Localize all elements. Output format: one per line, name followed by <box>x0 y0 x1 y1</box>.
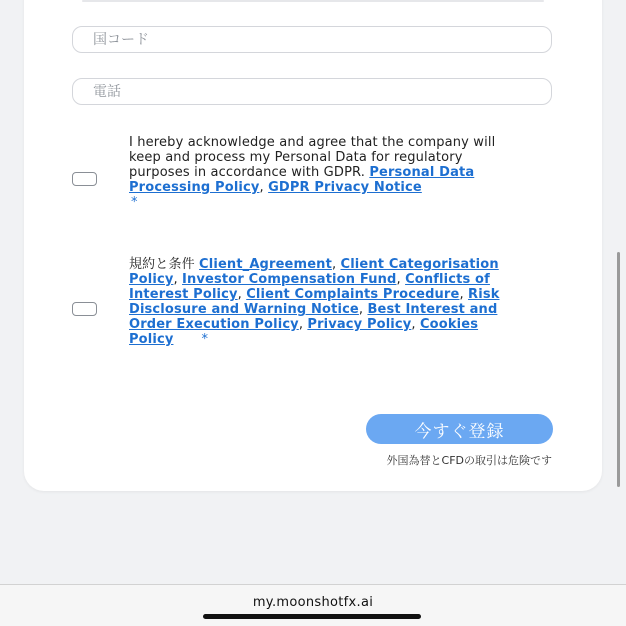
page-scrollbar[interactable] <box>617 252 620 487</box>
risk-disclosure-link[interactable]: Risk Disclosure and Warning Notice <box>129 287 500 317</box>
separator: , <box>411 317 420 332</box>
register-now-button[interactable]: 今すぐ登録 <box>366 414 553 444</box>
required-mark: * <box>201 332 209 347</box>
gdpr-consent-text <box>129 135 524 210</box>
cookies-policy-link[interactable]: Cookies Policy <box>129 317 479 347</box>
terms-prefix: 規約と条件 <box>129 257 200 272</box>
gdpr-privacy-notice-link[interactable]: GDPR Privacy Notice <box>268 180 422 195</box>
best-interest-order-execution-link[interactable]: Best Interest and Order Execution Policy <box>129 302 498 332</box>
gdpr-consent-statement: I hereby acknowledge and agree that the company will keep and process my Personal Data for regulatory purposes in accordance with GDPR. <box>129 135 496 180</box>
gdpr-consent-checkbox[interactable] <box>72 172 97 186</box>
separator: , <box>396 272 406 287</box>
terms-consent-checkbox[interactable] <box>72 302 97 316</box>
separator: , <box>331 257 341 272</box>
separator: , <box>358 302 368 317</box>
client-agreement-link[interactable]: Client_Agreement <box>199 257 332 272</box>
investor-compensation-fund-link[interactable]: Investor Compensation Fund <box>182 272 397 287</box>
separator: , <box>237 287 247 302</box>
browser-address-bar[interactable] <box>0 584 626 626</box>
personal-data-policy-link[interactable]: Personal Data Processing Policy <box>129 165 475 195</box>
separator: , <box>259 180 269 195</box>
privacy-policy-link[interactable]: Privacy Policy <box>307 317 412 332</box>
separator: , <box>459 287 469 302</box>
risk-warning-text: 外国為替とCFDの取引は危険です <box>386 454 552 467</box>
client-categorisation-policy-link[interactable]: Client Categorisation Policy <box>129 257 499 287</box>
previous-field-edge <box>82 0 544 2</box>
address-url[interactable]: my.moonshotfx.ai <box>252 595 374 610</box>
terms-consent-text <box>129 257 524 347</box>
separator: , <box>298 317 308 332</box>
required-mark: * <box>131 195 138 210</box>
phone-input[interactable] <box>72 78 552 105</box>
client-complaints-procedure-link[interactable]: Client Complaints Procedure <box>246 287 460 302</box>
home-indicator[interactable] <box>203 614 421 619</box>
conflicts-of-interest-policy-link[interactable]: Conflicts of Interest Policy <box>129 272 490 302</box>
country-code-input[interactable] <box>72 26 552 53</box>
separator: , <box>173 272 183 287</box>
